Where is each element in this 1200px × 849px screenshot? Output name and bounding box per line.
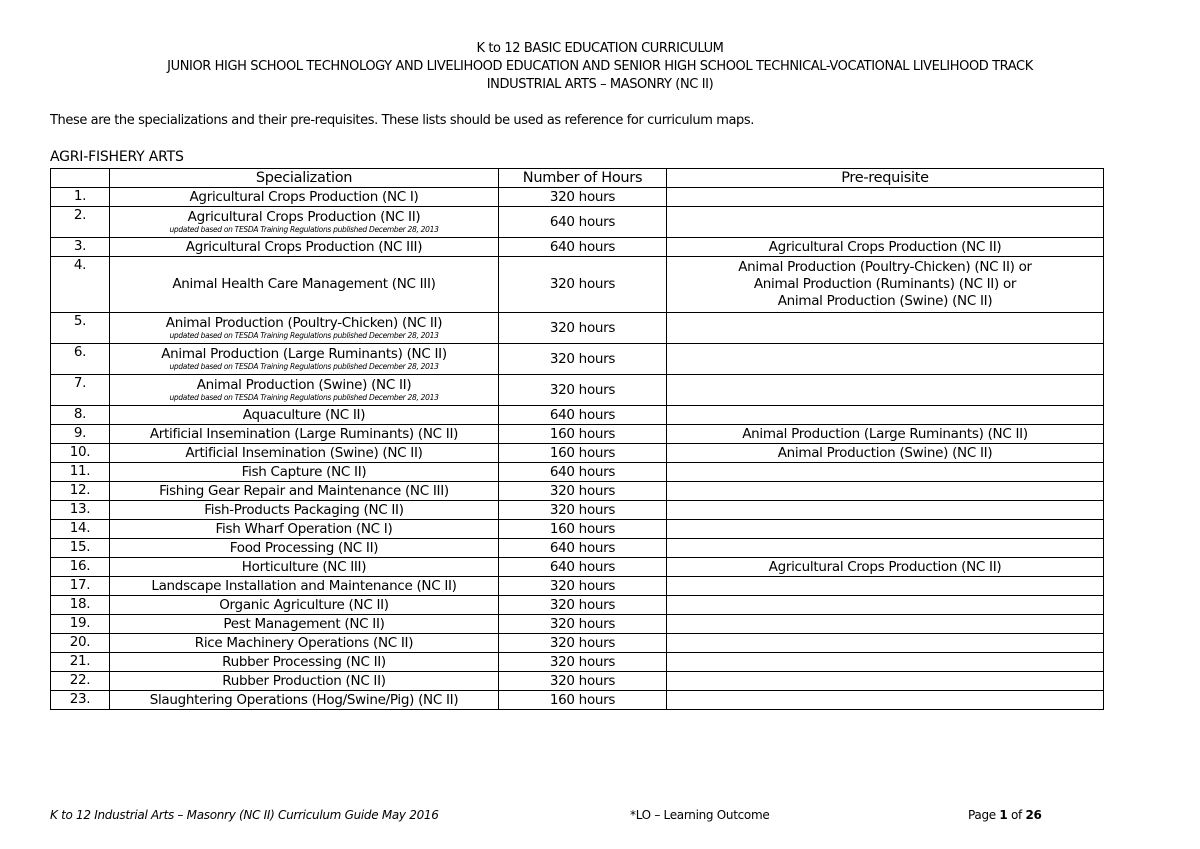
column-header-number <box>51 169 110 188</box>
table-row <box>51 313 1104 344</box>
specialization-name: Agricultural Crops Production (NC III) <box>185 238 423 255</box>
table-row <box>51 188 1104 207</box>
specialization-name: Organic Agriculture (NC II) <box>219 596 389 613</box>
table-body <box>51 188 1104 710</box>
prerequisite-cell <box>667 188 1104 207</box>
row-number: 14. <box>51 520 110 539</box>
hours-cell: 320 hours <box>499 596 667 615</box>
footer-legend: *LO – Learning Outcome <box>630 808 770 822</box>
specialization-name: Food Processing (NC II) <box>229 539 379 556</box>
prerequisite-cell <box>667 653 1104 672</box>
specialization-name: Artificial Insemination (Large Ruminants) (NC II) <box>149 425 459 442</box>
prerequisite-cell <box>667 444 1104 463</box>
row-number: 3. <box>51 238 110 257</box>
specialization-cell <box>110 596 499 615</box>
specialization-cell <box>110 444 499 463</box>
footer-page-number <box>968 808 1042 822</box>
row-number: 4. <box>51 257 110 313</box>
prerequisite-cell <box>667 313 1104 344</box>
section-title: AGRI-FISHERY ARTS <box>50 149 184 165</box>
hours-cell: 320 hours <box>499 313 667 344</box>
column-header-prerequisite: Pre-requisite <box>667 169 1104 188</box>
hours-cell: 640 hours <box>499 539 667 558</box>
footer-document-title: K to 12 Industrial Arts – Masonry (NC II) Curriculum Guide May 2016 <box>50 808 439 822</box>
row-number: 2. <box>51 207 110 238</box>
page-current: 1 <box>999 808 1008 822</box>
specialization-name: Horticulture (NC III) <box>241 558 367 575</box>
specialization-cell <box>110 691 499 710</box>
row-number: 17. <box>51 577 110 596</box>
row-number: 1. <box>51 188 110 207</box>
hours-cell: 640 hours <box>499 238 667 257</box>
table-row <box>51 406 1104 425</box>
hours-cell: 320 hours <box>499 257 667 313</box>
hours-cell: 160 hours <box>499 520 667 539</box>
specialization-cell <box>110 344 499 375</box>
prerequisite-cell <box>667 672 1104 691</box>
row-number: 19. <box>51 615 110 634</box>
hours-cell: 320 hours <box>499 634 667 653</box>
specialization-name: Fish-Products Packaging (NC II) <box>204 501 404 518</box>
table-row <box>51 238 1104 257</box>
specialization-name: Slaughtering Operations (Hog/Swine/Pig) (NC II) <box>149 691 459 708</box>
specialization-name: Agricultural Crops Production (NC II) <box>187 209 421 225</box>
specialization-name: Animal Production (Swine) (NC II) <box>196 377 412 393</box>
header-line-2: JUNIOR HIGH SCHOOL TECHNOLOGY AND LIVELIHOOD EDUCATION AND SENIOR HIGH SCHOOL TECHNICAL-VOCATIONAL LIVELIHOOD TRACK <box>167 59 1033 74</box>
table-row <box>51 691 1104 710</box>
specialization-name: Animal Production (Large Ruminants) (NC II) <box>161 346 447 362</box>
hours-cell: 320 hours <box>499 615 667 634</box>
specialization-cell <box>110 615 499 634</box>
update-note: updated based on TESDA Training Regulations published December 28, 2013 <box>169 362 439 371</box>
specialization-cell <box>110 501 499 520</box>
intro-text: These are the specializations and their pre-requisites. These lists should be used as reference for curriculum maps. <box>50 113 754 128</box>
hours-cell: 160 hours <box>499 691 667 710</box>
table-header-row <box>51 169 1104 188</box>
prerequisite-cell <box>667 558 1104 577</box>
specialization-table <box>50 168 1104 710</box>
specialization-cell <box>110 257 499 313</box>
specialization-name: Artificial Insemination (Swine) (NC II) <box>185 444 423 461</box>
hours-cell: 320 hours <box>499 653 667 672</box>
row-number: 23. <box>51 691 110 710</box>
hours-cell: 160 hours <box>499 444 667 463</box>
row-number: 13. <box>51 501 110 520</box>
update-note: updated based on TESDA Training Regulations published December 28, 2013 <box>169 331 439 340</box>
header-line-3: INDUSTRIAL ARTS – MASONRY (NC II) <box>486 77 714 92</box>
row-number: 22. <box>51 672 110 691</box>
table-row <box>51 653 1104 672</box>
specialization-name: Agricultural Crops Production (NC I) <box>189 188 419 205</box>
specialization-cell <box>110 672 499 691</box>
table-row <box>51 482 1104 501</box>
specialization-cell <box>110 207 499 238</box>
prerequisite-cell <box>667 257 1104 313</box>
specialization-name: Fish Wharf Operation (NC I) <box>215 520 393 537</box>
prerequisite-cell <box>667 344 1104 375</box>
prerequisite-cell <box>667 634 1104 653</box>
prerequisite-cell <box>667 691 1104 710</box>
prerequisite-cell <box>667 577 1104 596</box>
specialization-cell <box>110 238 499 257</box>
row-number: 10. <box>51 444 110 463</box>
specialization-cell <box>110 375 499 406</box>
hours-cell: 320 hours <box>499 188 667 207</box>
specialization-cell <box>110 653 499 672</box>
prerequisite-cell <box>667 463 1104 482</box>
specialization-name: Rice Machinery Operations (NC II) <box>194 634 414 651</box>
specialization-cell <box>110 577 499 596</box>
table-row <box>51 596 1104 615</box>
prerequisite-cell <box>667 596 1104 615</box>
column-header-hours: Number of Hours <box>499 169 667 188</box>
table-row <box>51 375 1104 406</box>
specialization-name: Animal Health Care Management (NC III) <box>172 276 436 292</box>
prerequisite-cell <box>667 615 1104 634</box>
update-note: updated based on TESDA Training Regulations published December 28, 2013 <box>169 393 439 402</box>
specialization-name: Pest Management (NC II) <box>223 615 385 632</box>
header-line-1: K to 12 BASIC EDUCATION CURRICULUM <box>476 41 724 56</box>
specialization-cell <box>110 406 499 425</box>
row-number: 15. <box>51 539 110 558</box>
hours-cell: 640 hours <box>499 558 667 577</box>
row-number: 8. <box>51 406 110 425</box>
specialization-cell <box>110 425 499 444</box>
row-number: 18. <box>51 596 110 615</box>
hours-cell: 640 hours <box>499 406 667 425</box>
specialization-name: Fish Capture (NC II) <box>241 463 367 480</box>
update-note: updated based on TESDA Training Regulations published December 28, 2013 <box>169 225 439 234</box>
specialization-cell <box>110 313 499 344</box>
table-row <box>51 520 1104 539</box>
specialization-cell <box>110 539 499 558</box>
page-total: 26 <box>1025 808 1042 822</box>
row-number: 6. <box>51 344 110 375</box>
prerequisite-cell <box>667 482 1104 501</box>
specialization-name: Rubber Production (NC II) <box>222 672 386 689</box>
specialization-cell <box>110 634 499 653</box>
prerequisite-cell <box>667 375 1104 406</box>
prerequisite-cell <box>667 406 1104 425</box>
table-row <box>51 634 1104 653</box>
prerequisite-line: Animal Production (Swine) (NC II) <box>777 444 993 461</box>
hours-cell: 320 hours <box>499 672 667 691</box>
hours-cell: 320 hours <box>499 482 667 501</box>
table-row <box>51 577 1104 596</box>
specialization-name: Aquaculture (NC II) <box>242 406 366 423</box>
specialization-cell <box>110 520 499 539</box>
table-row <box>51 444 1104 463</box>
hours-cell: 320 hours <box>499 577 667 596</box>
row-number: 21. <box>51 653 110 672</box>
specialization-cell <box>110 463 499 482</box>
row-number: 20. <box>51 634 110 653</box>
hours-cell: 160 hours <box>499 425 667 444</box>
specialization-name: Fishing Gear Repair and Maintenance (NC III) <box>159 482 449 499</box>
prerequisite-line: Animal Production (Large Ruminants) (NC II) <box>742 425 1028 442</box>
row-number: 7. <box>51 375 110 406</box>
hours-cell: 320 hours <box>499 501 667 520</box>
row-number: 11. <box>51 463 110 482</box>
prerequisite-cell <box>667 425 1104 444</box>
page-of: of <box>1010 808 1022 822</box>
prerequisite-cell <box>667 501 1104 520</box>
row-number: 12. <box>51 482 110 501</box>
table-row <box>51 425 1104 444</box>
column-header-specialization: Specialization <box>110 169 499 188</box>
table-row <box>51 463 1104 482</box>
table-row <box>51 207 1104 238</box>
specialization-cell <box>110 482 499 501</box>
document-header <box>0 40 1200 94</box>
prerequisite-line: Animal Production (Ruminants) (NC II) or <box>753 276 1017 292</box>
hours-cell: 640 hours <box>499 207 667 238</box>
page-word: Page <box>968 808 996 822</box>
table-row <box>51 615 1104 634</box>
prerequisite-cell <box>667 520 1104 539</box>
table-row <box>51 672 1104 691</box>
specialization-name: Animal Production (Poultry-Chicken) (NC II) <box>165 315 443 331</box>
prerequisite-line: Agricultural Crops Production (NC II) <box>768 238 1002 255</box>
prerequisite-cell <box>667 207 1104 238</box>
prerequisite-cell <box>667 539 1104 558</box>
table-row <box>51 257 1104 313</box>
specialization-name: Landscape Installation and Maintenance (NC II) <box>151 577 457 594</box>
row-number: 5. <box>51 313 110 344</box>
table-row <box>51 558 1104 577</box>
hours-cell: 320 hours <box>499 375 667 406</box>
row-number: 9. <box>51 425 110 444</box>
table-row <box>51 539 1104 558</box>
specialization-cell <box>110 188 499 207</box>
row-number: 16. <box>51 558 110 577</box>
table-row <box>51 501 1104 520</box>
specialization-cell <box>110 558 499 577</box>
specialization-name: Rubber Processing (NC II) <box>222 653 386 670</box>
prerequisite-cell <box>667 238 1104 257</box>
prerequisite-line: Agricultural Crops Production (NC II) <box>768 558 1002 575</box>
prerequisite-line: Animal Production (Swine) (NC II) <box>777 293 993 309</box>
hours-cell: 640 hours <box>499 463 667 482</box>
hours-cell: 320 hours <box>499 344 667 375</box>
table-row <box>51 344 1104 375</box>
prerequisite-line: Animal Production (Poultry-Chicken) (NC II) or <box>738 259 1032 275</box>
